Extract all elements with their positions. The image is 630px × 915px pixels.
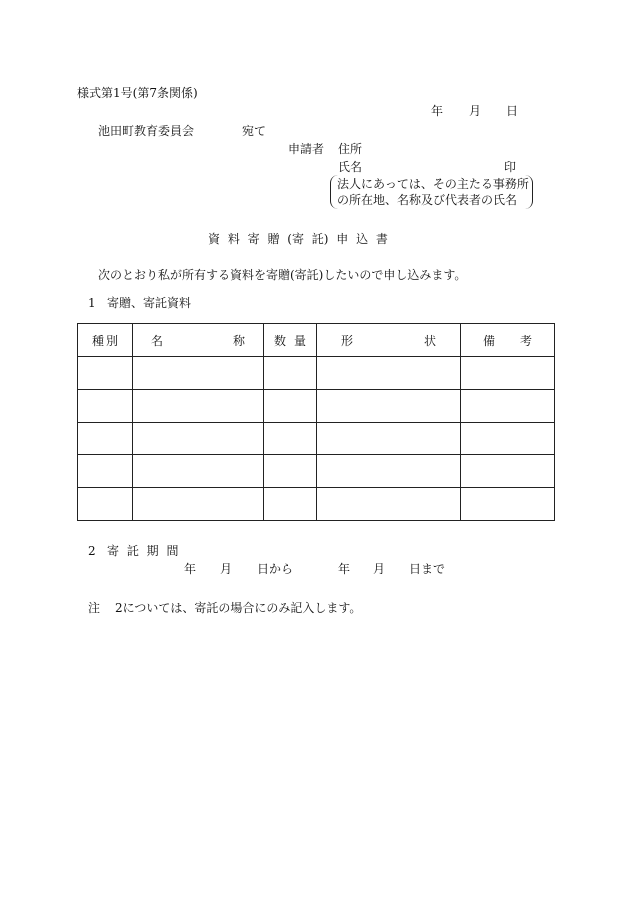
- corporate-note-line1: 法人にあっては、その主たる事務所: [337, 177, 529, 191]
- cell-type[interactable]: [78, 357, 133, 390]
- cell-quantity[interactable]: [264, 455, 317, 488]
- cell-remarks[interactable]: [461, 389, 555, 422]
- header-quantity: 数 量: [264, 324, 317, 357]
- cell-shape[interactable]: [317, 455, 461, 488]
- period-to-month: 月: [373, 562, 386, 576]
- date-day-label: 日: [506, 104, 519, 118]
- header-shape: 形 状: [317, 324, 461, 357]
- note-label: 注: [88, 601, 101, 615]
- cell-type[interactable]: [78, 455, 133, 488]
- period-from-year: 年: [184, 562, 197, 576]
- cell-name[interactable]: [133, 422, 264, 455]
- cell-shape[interactable]: [317, 488, 461, 521]
- period-from-month: 月: [220, 562, 233, 576]
- cell-quantity[interactable]: [264, 422, 317, 455]
- table-row: [78, 422, 555, 455]
- addressee-name: 池田町教育委員会: [98, 124, 195, 138]
- section2-number: 2: [88, 544, 96, 558]
- cell-name[interactable]: [133, 357, 264, 390]
- cell-name[interactable]: [133, 389, 264, 422]
- cell-quantity[interactable]: [264, 389, 317, 422]
- cell-shape[interactable]: [317, 389, 461, 422]
- table-header-row: [78, 324, 555, 357]
- table-row: [78, 455, 555, 488]
- cell-shape[interactable]: [317, 422, 461, 455]
- cell-type[interactable]: [78, 488, 133, 521]
- cell-remarks[interactable]: [461, 357, 555, 390]
- applicant-address-label: 住所: [338, 142, 363, 156]
- period-to-day: 日まで: [409, 562, 446, 576]
- header-type: 種 別: [78, 324, 133, 357]
- cell-remarks[interactable]: [461, 488, 555, 521]
- cell-type[interactable]: [78, 389, 133, 422]
- header-name: 名 称: [133, 324, 264, 357]
- period-to-year: 年: [338, 562, 351, 576]
- section1-number: 1: [88, 296, 96, 310]
- section1-title: 寄贈、寄託資料: [107, 296, 192, 310]
- cell-name[interactable]: [133, 455, 264, 488]
- table-row: [78, 488, 555, 521]
- note-text: 2については、寄託の場合にのみ記入します。: [115, 601, 362, 615]
- applicant-label: 申請者: [288, 142, 325, 156]
- section2-title: 寄 託 期 間: [107, 544, 179, 558]
- header-remarks: 備 考: [461, 324, 555, 357]
- period-from-day: 日から: [257, 562, 294, 576]
- cell-type[interactable]: [78, 422, 133, 455]
- intro-text: 次のとおり私が所有する資料を寄贈(寄託)したいので申し込みます。: [98, 268, 467, 282]
- cell-quantity[interactable]: [264, 357, 317, 390]
- addressee-honorific: 宛て: [242, 124, 267, 138]
- table-row: [78, 389, 555, 422]
- cell-name[interactable]: [133, 488, 264, 521]
- applicant-name-label: 氏名: [338, 160, 363, 174]
- seal-mark: 印: [504, 160, 517, 174]
- materials-table: [77, 323, 555, 521]
- cell-remarks[interactable]: [461, 455, 555, 488]
- document-title: 資 料 寄 贈 (寄 託) 申 込 書: [208, 232, 388, 246]
- date-month-label: 月: [469, 104, 482, 118]
- table-row: [78, 357, 555, 390]
- cell-shape[interactable]: [317, 357, 461, 390]
- form-number: 様式第1号(第7条関係): [77, 86, 198, 100]
- date-year-label: 年: [431, 104, 444, 118]
- cell-quantity[interactable]: [264, 488, 317, 521]
- corporate-note-line2: の所在地、名称及び代表者の氏名: [337, 193, 518, 207]
- cell-remarks[interactable]: [461, 422, 555, 455]
